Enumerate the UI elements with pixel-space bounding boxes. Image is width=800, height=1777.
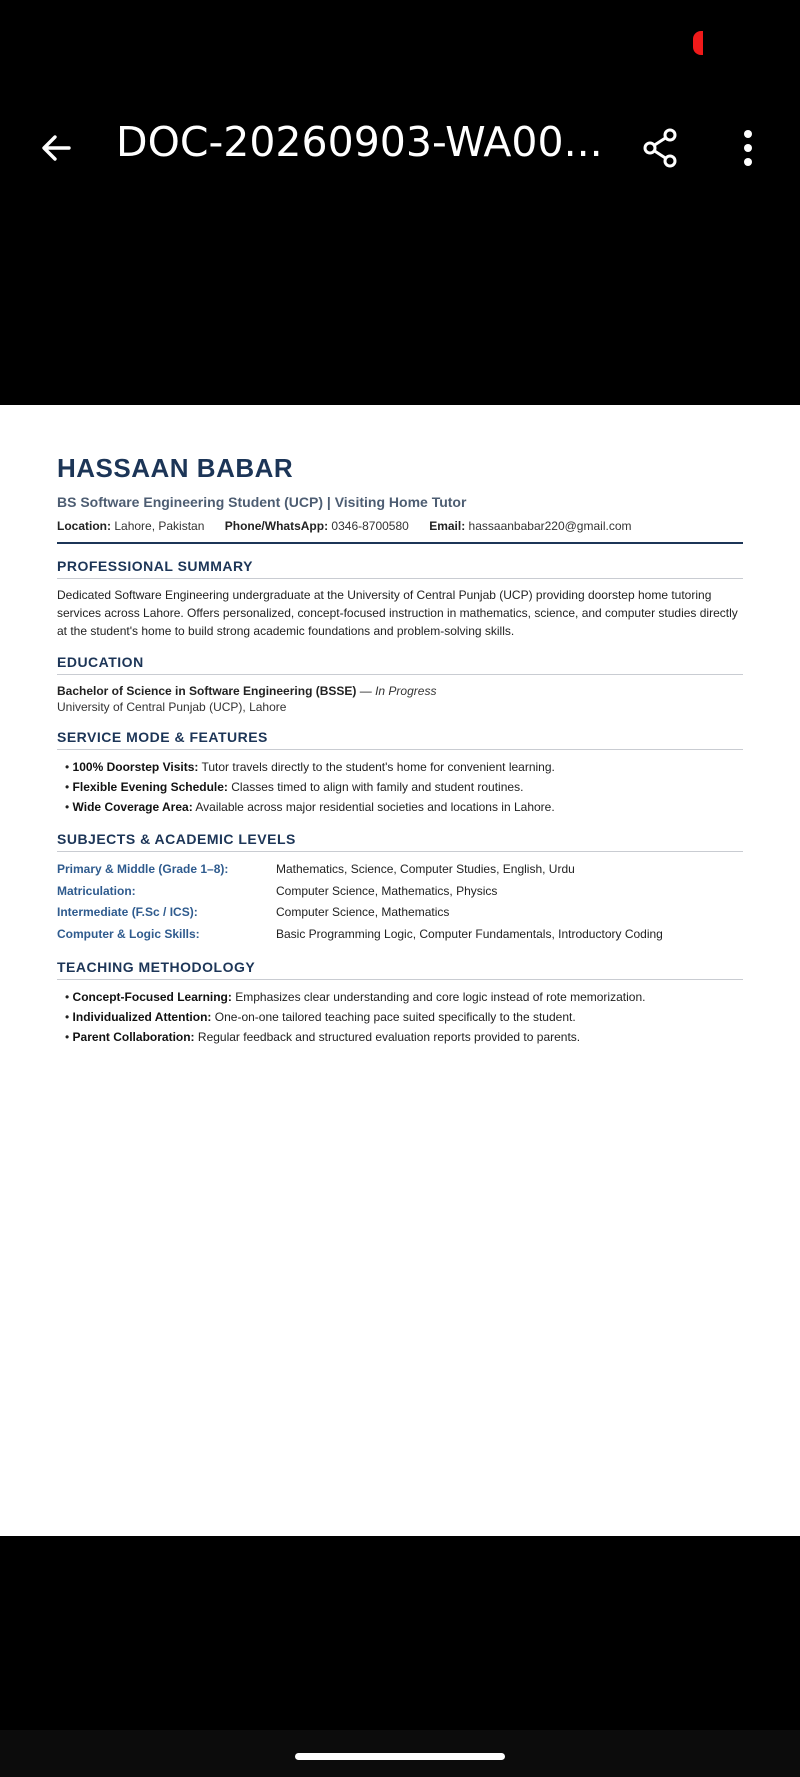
level-label: Computer & Logic Skills: (57, 926, 200, 941)
app-bar (0, 100, 800, 196)
service-list (57, 757, 743, 817)
subjects-value: Computer Science, Mathematics, Physics (276, 883, 498, 898)
methodology-list (57, 987, 743, 1047)
table-row (57, 859, 743, 881)
level-label: Primary & Middle (Grade 1–8): (57, 862, 229, 876)
list-item: • Flexible Evening Schedule: Classes timed to align with family and student routines. (65, 780, 524, 794)
recording-indicator (693, 31, 703, 55)
item-text: Tutor travels directly to the student's home for convenient learning. (198, 760, 555, 774)
contact-value-phone: 0346-8700580 (331, 519, 409, 533)
table-row (57, 924, 743, 946)
contact-label-email: Email: (429, 519, 466, 533)
subjects-value: Mathematics, Science, Computer Studies, English, Urdu (276, 862, 575, 876)
item-bold: Parent Collaboration: (72, 1030, 195, 1044)
item-text: Classes timed to align with family and student routines. (227, 780, 524, 794)
document-page[interactable] (0, 405, 800, 1536)
table-row (57, 902, 743, 924)
resume-subtitle: BS Software Engineering Student (UCP) | Visiting Home Tutor (57, 494, 467, 510)
subjects-value: Basic Programming Logic, Computer Fundamentals, Introductory Coding (276, 926, 663, 941)
education-degree (57, 683, 743, 699)
subjects-value: Computer Science, Mathematics (276, 905, 450, 919)
degree-name: Bachelor of Science in Software Engineering (BSSE) (57, 684, 357, 698)
item-text: Regular feedback and structured evaluation reports provided to parents. (194, 1030, 581, 1044)
more-options-button[interactable] (722, 122, 774, 174)
item-text: Emphasizes clear understanding and core logic instead of rote memorization. (231, 990, 646, 1004)
item-text: Available across major residential societies and locations in Lahore. (192, 800, 555, 814)
arrow-left-icon (38, 130, 74, 166)
section-heading-methodology: TEACHING METHODOLOGY (57, 959, 743, 980)
resume-name: HASSAAN BABAR (57, 453, 294, 483)
share-button[interactable] (634, 122, 686, 174)
contact-value-email: hassaanbabar220@gmail.com (468, 519, 632, 533)
list-item: • Wide Coverage Area: Available across major residential societies and locations in Lahore. (65, 800, 555, 814)
share-icon (640, 127, 680, 169)
list-item: • Parent Collaboration: Regular feedback and structured evaluation reports provided to parents. (65, 1030, 581, 1044)
contact-value-location: Lahore, Pakistan (114, 519, 205, 533)
contact-label-phone: Phone/WhatsApp: (224, 519, 329, 533)
item-bold: 100% Doorstep Visits: (72, 760, 199, 774)
subjects-table (57, 859, 743, 945)
summary-text: Dedicated Software Engineering undergraduate at the University of Central Punjab (UCP) providing doorstep home tutoring services across Lahore. Offers personalized, concept-focused instruction in mathematics, science, and computer studies directly at the student's home to build strong academic foundations and problem-solving skills. (57, 588, 738, 638)
degree-dash: — (356, 684, 376, 698)
item-bold: Concept-Focused Learning: (72, 990, 232, 1004)
item-bold: Flexible Evening Schedule: (72, 780, 228, 794)
resume (57, 453, 743, 1047)
list-item: • Concept-Focused Learning: Emphasizes clear understanding and core logic instead of rote memorization. (65, 990, 646, 1004)
contact-line (57, 518, 743, 544)
degree-status: In Progress (375, 684, 437, 698)
item-bold: Wide Coverage Area: (72, 800, 193, 814)
level-label: Intermediate (F.Sc / ICS): (57, 905, 198, 919)
contact-label-location: Location: (57, 519, 111, 533)
section-heading-subjects: SUBJECTS & ACADEMIC LEVELS (57, 831, 743, 852)
home-gesture-handle[interactable] (295, 1753, 505, 1760)
item-bold: Individualized Attention: (72, 1010, 212, 1024)
more-vertical-icon (742, 128, 754, 168)
education-university: University of Central Punjab (UCP), Lahore (57, 700, 287, 714)
list-item: • 100% Doorstep Visits: Tutor travels directly to the student's home for convenient learning. (65, 760, 555, 774)
item-text: One-on-one tailored teaching pace suited specifically to the student. (211, 1010, 576, 1024)
table-row (57, 881, 743, 903)
section-heading-education: EDUCATION (57, 654, 743, 675)
section-heading-service: SERVICE MODE & FEATURES (57, 729, 743, 750)
back-button[interactable] (30, 122, 82, 174)
list-item: • Individualized Attention: One-on-one tailored teaching pace suited specifically to the student. (65, 1010, 576, 1024)
document-title: DOC-20260903-WA00... (116, 118, 603, 166)
section-heading-summary: PROFESSIONAL SUMMARY (57, 558, 743, 579)
level-label: Matriculation: (57, 883, 136, 898)
